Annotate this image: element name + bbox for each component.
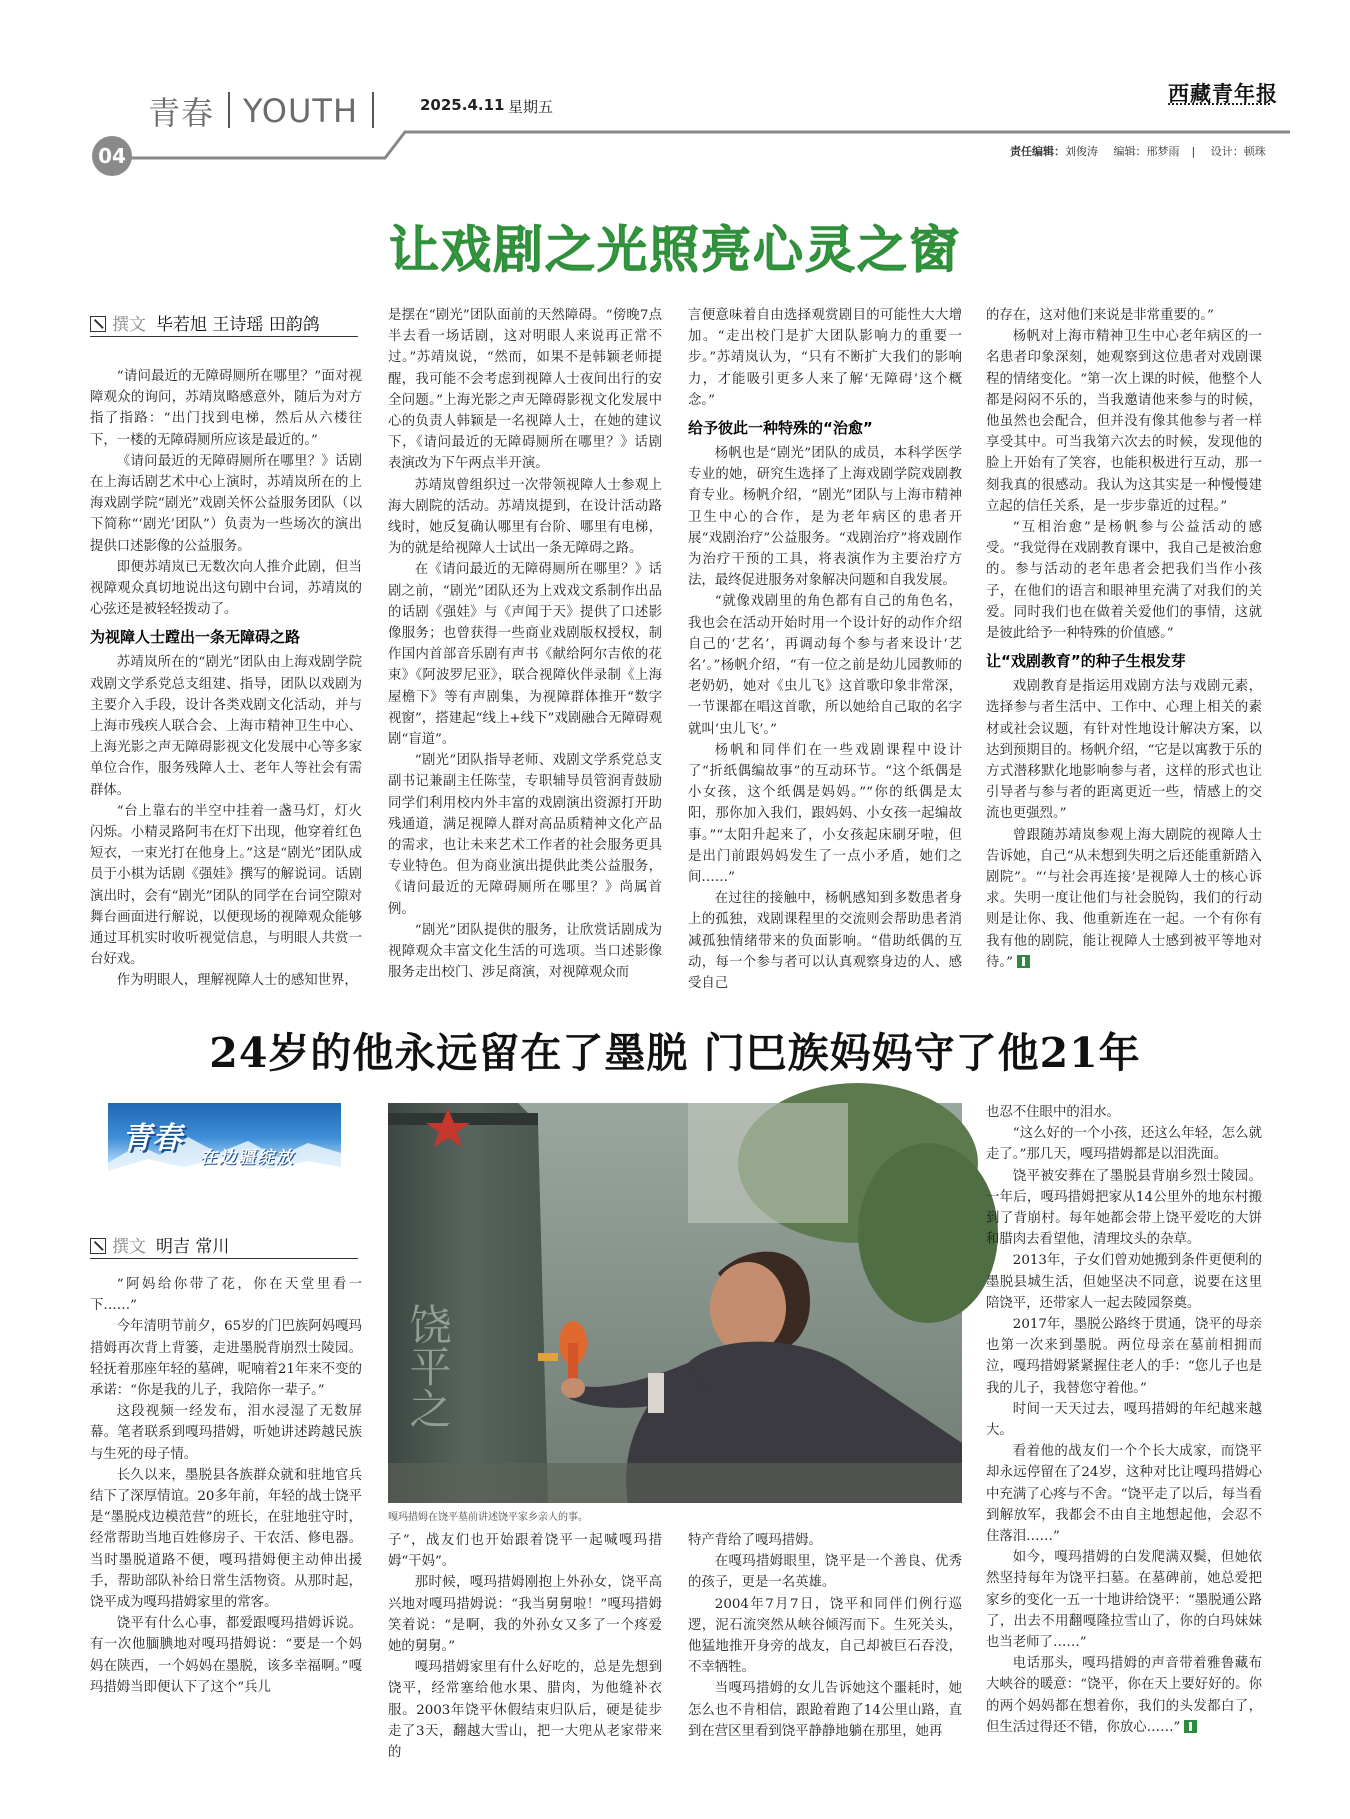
paragraph: 2017年，墨脱公路终于贯通，饶平的母亲也第一次来到墨脱。两位母亲在墓前相拥而泣，嘎玛措姆紧紧握住老人的手：“您儿子也是我的儿子，我替您守着他。”: [986, 1317, 1262, 1396]
article2-column-3: [688, 1530, 962, 1739]
paragraph: 那时候，嘎玛措姆刚抱上外孙女，饶平高兴地对嘎玛措姆说：“我当舅舅啦！”嘎玛措姆笑着说：“是啊，我的外孙女又多了一个疼爱她的舅舅。”: [388, 1575, 662, 1655]
paragraph: 特产背给了嘎玛措姆。: [688, 1533, 822, 1548]
paragraph: 饶平有什么心事，都爱跟嘎玛措姆诉说。有一次他腼腆地对嘎玛措姆说：“要是一个妈妈在陕西，一个妈妈在墨脱，该多幸福啊。”嘎玛措姆当即便认下了这个“兵儿: [90, 1616, 362, 1695]
byline-rule: [90, 1258, 358, 1259]
paragraph: 是摆在“剧光”团队面前的天然障碍。“傍晚7点半去看一场话剧，这对明眼人来说再正常不过。”苏靖岚说，“然而，如果不是韩颖老师提醒，我可能不会考虑到视障人士夜间出行的安全问题。”上海光影之声无障碍影视文化发展中心的负责人韩颖是一名视障人士，在她的建议下，《请问最近的无障碍厕所在哪里？》话剧表演改为下午两点半开演。: [388, 308, 662, 472]
paragraph: 在过往的接触中，杨帆感知到多数患者身上的孤独，戏剧课程里的交流则会帮助患者消减孤独情绪带来的负面影响。“借助纸偶的互动，每一个参与者可以认真观察身边的人、感受自己: [688, 891, 962, 992]
paragraph: 在嘎玛措姆眼里，饶平是一个善良、优秀的孩子，更是一名英雄。: [688, 1554, 962, 1591]
paragraph: [986, 1653, 1262, 1738]
paragraph: [986, 825, 1262, 973]
page-header: [0, 0, 1350, 180]
paragraph: “剧光”团队指导老师、戏剧文学系党总支副书记兼副主任陈莹，专职辅导员管润青鼓励同学们利用校内外丰富的戏剧演出资源打开助残通道，满足视障人群对高品质精神文化产品的需求，也让未来艺术工作者的社会服务更具专业特色。但为商业演出提供此类公益服务，《请问最近的无障碍厕所在哪里？》尚属首例。: [388, 753, 662, 917]
paragraph: 如今，嘎玛措姆的白发爬满双鬓，但她依然坚持每年为饶平扫墓。在墓碑前，她总爱把家乡的变化一五一十地讲给饶平：“墨脱通公路了，出去不用翻嘎隆拉雪山了，你的白玛妹妹也当老师了……”: [986, 1550, 1262, 1651]
paragraph: 苏靖岚曾组织过一次带领视障人士参观上海大剧院的活动。苏靖岚提到，在设计活动路线时，她反复确认哪里有台阶、哪里有电梯，为的就是给视障人士试出一条无障碍之路。: [388, 477, 662, 557]
article2-column-2: [388, 1530, 662, 1761]
designer-label: 设计：: [1210, 145, 1244, 158]
newspaper-masthead: 西藏青年报: [1168, 81, 1278, 106]
copyeditor-name: 邢梦雨: [1146, 145, 1180, 158]
column-banner: [108, 1103, 341, 1181]
paragraph: “请问最近的无障碍厕所在哪里？”面对视障观众的询问，苏靖岚略感意外，随后为对方指了指路：“出门找到电梯，然后从六楼往下，一楼的无障碍厕所应该是最近的。”: [90, 369, 362, 448]
paragraph: 苏靖岚所在的“剧光”团队由上海戏剧学院戏剧文学系党总支组建、指导，团队以戏剧为主要介入手段，设计各类戏剧文化活动，并与上海市残疾人联合会、上海市精神卫生中心、上海光影之声无障碍影视文化发展中心等多家单位合作，服务残障人士、老年人等社会有需群体。: [90, 655, 362, 798]
byline-rule: [90, 336, 358, 337]
paragraph: 杨帆和同伴们在一些戏剧课程中设计了“折纸偶编故事”的互动环节。“这个纸偶是小女孩，这个纸偶是妈妈。”“你的纸偶是太阳，那你加入我们，跟妈妈、小女孩一起编故事。”“太阳升起来了，小女孩起床刷牙啦，但是出门前跟妈妈发生了一点小矛盾，她们之间……”: [688, 742, 962, 886]
editor-credits: 责任编辑：刘俊涛 编辑：邢梦雨 | 设计：顿珠: [1010, 145, 1266, 158]
article1-column-2: [388, 305, 662, 987]
section-name-en: YOUTH: [243, 92, 359, 130]
byline-role: 撰文: [112, 315, 146, 335]
photo-illustration: [388, 1103, 962, 1503]
end-mark-icon: [1017, 955, 1030, 968]
subheading: 为视障人士蹚出一条无障碍之路: [90, 628, 301, 647]
page-number: 04: [92, 136, 132, 176]
section-name-cn: 青春: [148, 94, 215, 132]
paragraph: “阿妈给你带了花，你在天堂里看一下……”: [90, 1277, 362, 1314]
paragraph: 当嘎玛措姆的女儿告诉她这个噩耗时，她怎么也不肯相信，跟跄着跑了14公里山路，直到在营区里看到饶平静静地躺在那里，她再: [688, 1681, 962, 1739]
paragraph: 子”，战友们也开始跟着饶平一起喊嘎玛措姆“干妈”。: [388, 1533, 662, 1570]
paragraph: 《请问最近的无障碍厕所在哪里？》话剧在上海话剧艺术中心上演时，苏靖岚所在的上海戏剧学院“剧光”戏剧关怀公益服务团队（以下简称“‘剧光’团队”）负责为一些场次的演出提供口述影像的公益服务。: [90, 453, 362, 554]
section-divider: [228, 92, 230, 128]
article2-byline: [90, 1232, 229, 1257]
article2-column-4: [986, 1102, 1262, 1735]
tibetan-masthead-script: [1168, 103, 1270, 108]
paragraph: 的存在，这对他们来说是非常重要的。”: [986, 308, 1214, 323]
article2-column-1: [90, 1274, 362, 1695]
article1-byline: [90, 310, 320, 335]
pen-icon: [90, 1238, 106, 1254]
paragraph: 戏剧教育是指运用戏剧方法与戏剧元素，选择参与者生活中、工作中、心理上相关的素材或社会议题，有针对性地设计解决方案，以达到预期目的。杨帆介绍，“它是以寓教于乐的方式潜移默化地影响参与者，这样的形式也让引导者与参与者的距离更近一些，情感上的交流也更强烈。”: [986, 679, 1262, 822]
article1-column-1: [90, 366, 362, 989]
paragraph: “就像戏剧里的角色都有自己的角色名，我也会在活动开始时用一个设计好的动作介绍自己的‘艺名’，再调动每个参与者来设计‘艺名’。”杨帆介绍，“有一位之前是幼儿园教师的老奶奶，她对《虫儿飞》这首歌印象非常深，一节课都在唱这首歌，所以她给自己取的名字就叫‘虫儿飞’。”: [688, 594, 962, 737]
paragraph: 杨帆也是“剧光”团队的成员，本科学医学专业的她，研究生选择了上海戏剧学院戏剧教育专业。杨帆介绍，“剧光”团队与上海市精神卫生中心的合作，是为老年病区的患者开展“戏剧治疗”公益服务。“戏剧治疗”将戏剧作为治疗干预的工具，将表演作为主要治疗方法，最终促进服务对象解决问题和自我发展。: [688, 446, 962, 589]
end-mark-icon: [1184, 1720, 1197, 1733]
editor-name: 刘俊涛: [1065, 145, 1098, 158]
article1-headline: 让戏剧之光照亮心灵之窗: [389, 221, 961, 279]
issue-date: 2025.4.11: [420, 96, 505, 114]
subheading: 给予彼此一种特殊的“治愈”: [688, 419, 873, 438]
editor-label: 责任编辑：: [1010, 145, 1065, 158]
byline-authors: 明吉 常川: [156, 1237, 230, 1257]
paragraph: “互相治愈”是杨帆参与公益活动的感受。“我觉得在戏剧教育课中，我自己是被治愈的。参与活动的老年患者会把我们当作小孩子，在他们的语言和眼神里充满了对我们的关爱。同时我们也在做着关爱他们的事情，这就是彼此给予一种特殊的价值感。”: [986, 520, 1262, 642]
subheading: 让“戏剧教育”的种子生根发芽: [986, 652, 1186, 671]
article1-column-3: [688, 305, 962, 992]
paragraph: 言便意味着自由选择观赏剧目的可能性大大增加。“走出校门是扩大团队影响力的重要一步。”苏靖岚认为，“只有不断扩大我们的影响力，才能吸引更多人来了解‘无障碍’这个概念。”: [688, 308, 962, 408]
paragraph: “台上靠右的半空中挂着一盏马灯，灯火闪烁。小精灵路阿韦在灯下出现，他穿着红色短衣，一束光打在他身上。”这是“剧光”团队成员于小棋为话剧《强娃》撰写的解说词。话剧演出时，会有“剧光”团队的同学在台词空隙对舞台画面进行解说，以便现场的视障观众能够通过耳机实时收听视觉信息，与明眼人共赏一台好戏。: [90, 803, 362, 968]
paragraph: 长久以来，墨脱县各族群众就和驻地官兵结下了深厚情谊。20多年前，年轻的战士饶平是“墨脱戍边模范营”的班长，在驻地驻守时，经常帮助当地百姓修房子、干农活、修电器。当时墨脱道路不便，嘎玛措姆便主动伸出援手，帮助部队补给日常生活物资。从那时起，饶平成为嘎玛措姆家里的常客。: [90, 1467, 362, 1611]
stone-inscription: 饶平之: [403, 1303, 453, 1429]
paragraph: 杨帆对上海市精神卫生中心老年病区的一名患者印象深刻，她观察到这位患者对戏剧课程的情绪变化。“第一次上课的时候，他整个人都是闷闷不乐的，当我邀请他来参与的时候，他虽然也会配合，但并没有像其他参与者一样享受其中。可当我第六次去的时候，发现他的脸上开始有了笑容，也能积极进行互动，那一刻我真的很感动。我认为这其实是一种慢慢建立起的信任关系，是一步步靠近的过程。”: [986, 329, 1262, 514]
article1-column-4: [986, 305, 1262, 987]
article2-headline: 24岁的他永远留在了墨脱 门巴族妈妈守了他21年: [209, 1029, 1141, 1077]
copyeditor-label: 编辑：: [1113, 145, 1147, 158]
paragraph: 在《请问最近的无障碍厕所在哪里？》话剧之前，“剧光”团队还为上戏戏文系制作出品的话剧《强娃》与《声闻于天》提供了口述影像服务；也曾获得一些商业戏剧版权授权，制作国内首部音乐剧有声书《献给阿尔吉侬的花束》《阿波罗尼亚》，联合视障伙伴录制《上海屋檐下》等有声剧集，为视障群体推开“数字视窗”，搭建起“线上+线下”戏剧融合无障碍观剧“盲道”。: [388, 562, 662, 748]
banner-title: 青春: [122, 1121, 182, 1156]
paragraph-text: 电话那头，嘎玛措姆的声音带着雅鲁藏布大峡谷的暖意：“饶平，你在天上要好好的。你的两个妈妈都在想着你，我们的头发都白了，但生活过得还不错，你放心……”: [986, 1656, 1262, 1735]
byline-authors: 毕若旭 王诗瑶 田韵鸽: [156, 315, 320, 335]
paragraph-text: 曾跟随苏靖岚参观上海大剧院的视障人士告诉她，自己“从未想到失明之后还能重新踏入剧院”。“‘与社会再连接’是视障人士的核心诉求。失明一度让他们与社会脱钩，我们的行动则是让你、我、他重新连在一起。一个有你有我有他的剧院，能让视障人士感到被平等地对待。”: [986, 827, 1262, 970]
banner-subtitle: 在边疆绽放: [200, 1148, 295, 1168]
photo-caption: 嘎玛措姆在饶平墓前讲述饶平家乡亲人的事。: [388, 1512, 588, 1523]
paragraph: 嘎玛措姆家里有什么好吃的，总是先想到饶平，经常塞给他水果、腊肉，为他缝补衣服。2003年饶平休假结束归队后，硬是徒步走了3天，翻越大雪山，把一大兜从老家带来的: [388, 1660, 662, 1761]
paragraph: “剧光”团队提供的服务，让欣赏话剧成为视障观众丰富文化生活的可选项。当口述影像服务走出校门、涉足商演，对视障观众而: [388, 922, 662, 981]
paragraph: 2013年，子女们曾劝她搬到条件更便利的墨脱县城生活，但她坚决不同意，说要在这里陪饶平，还带家人一起去陵园祭奠。: [986, 1253, 1262, 1311]
issue-weekday: 星期五: [508, 98, 554, 116]
paragraph: 今年清明节前夕，65岁的门巴族阿妈嘎玛措姆再次背上背篓，走进墨脱背崩烈士陵园。轻抚着那座年轻的墓碑，呢喃着21年来不变的承诺：“你是我的儿子，我陪你一辈子。”: [90, 1319, 362, 1399]
paragraph: 这段视频一经发布，泪水浸湿了无数屏幕。笔者联系到嘎玛措姆，听她讲述跨越民族与生死的母子情。: [90, 1404, 362, 1462]
paragraph: 即便苏靖岚已无数次向人推介此剧，但当视障观众真切地说出这句剧中台词，苏靖岚的心弦还是被轻轻拨动了。: [90, 559, 362, 618]
designer-name: 顿珠: [1243, 145, 1266, 158]
section-divider: [372, 92, 374, 128]
article2-photo: [388, 1103, 962, 1503]
paragraph: 看着他的战友们一个个长大成家，而饶平却永远停留在了24岁，这种对比让嘎玛措姆心中充满了心疼与不舍。“饶平走了以后，每当看到解放军，我都会不由自主地想起他，会忍不住落泪……”: [986, 1444, 1262, 1545]
paragraph: 作为明眼人，理解视障人士的感知世界，: [116, 973, 358, 989]
paragraph: 也忍不住眼中的泪水。: [986, 1105, 1120, 1120]
byline-role: 撰文: [112, 1237, 146, 1257]
paragraph: 2004年7月7日，饶平和同伴们例行巡逻，泥石流突然从峡谷倾泻而下。生死关头，他猛地推开身旁的战友，自己却被巨石吞没，不幸牺牲。: [688, 1596, 962, 1676]
paragraph: 饶平被安葬在了墨脱县背崩乡烈士陵园。一年后，嘎玛措姆把家从14公里外的地东村搬到了背崩村。每年她都会带上饶平爱吃的大饼和腊肉去看望他，清理坟头的杂草。: [986, 1168, 1262, 1248]
paragraph: 时间一天天过去，嘎玛措姆的年纪越来越大。: [986, 1401, 1262, 1439]
pen-icon: [90, 316, 106, 332]
paragraph: “这么好的一个小孩，还这么年轻，怎么就走了。”那几天，嘎玛措姆都是以泪洗面。: [986, 1126, 1262, 1163]
